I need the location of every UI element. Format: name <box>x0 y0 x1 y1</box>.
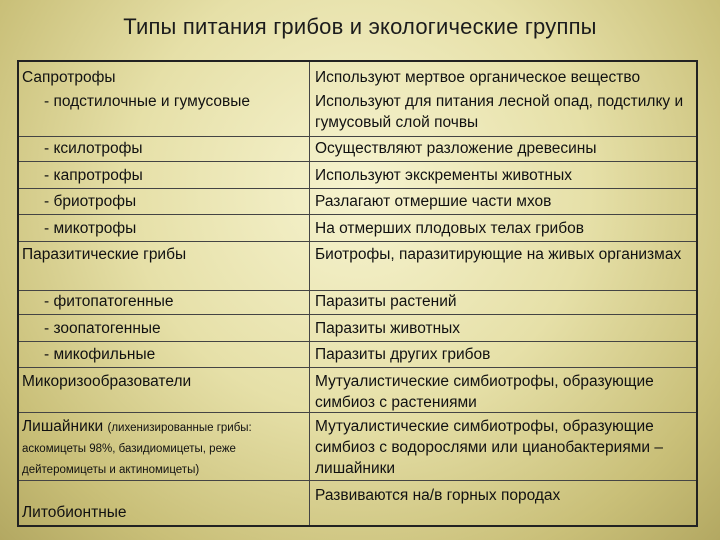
group-name: - бриотрофы <box>44 193 137 210</box>
group-name: Паразитические грибы <box>22 246 187 263</box>
group-description: Используют экскременты животных <box>315 167 572 184</box>
row-divider <box>19 314 696 315</box>
group-name: - микофильные <box>44 346 156 363</box>
group-name: Микоризообразователи <box>22 373 192 390</box>
page-title: Типы питания грибов и экологические группы <box>123 14 597 39</box>
group-description: Мутуалистические симбиотрофы, образующие симбиоз с водорослями или цианобактериями – лишайники <box>315 418 663 477</box>
group-description: Паразиты животных <box>315 320 461 337</box>
group-name: Лишайники <box>22 418 104 435</box>
group-description: Осуществляют разложение древесины <box>315 140 597 157</box>
group-description: Развиваются на/в горных породах <box>315 487 561 504</box>
group-description: Разлагают отмершие части мхов <box>315 193 552 210</box>
table-row <box>19 91 696 135</box>
table-row <box>19 191 696 213</box>
table-row <box>19 291 696 313</box>
group-name: Сапротрофы <box>22 69 116 86</box>
group-description: На отмерших плодовых телах грибов <box>315 220 584 237</box>
table-row <box>19 485 696 525</box>
row-divider <box>19 161 696 162</box>
group-name-block <box>22 416 306 479</box>
fungi-groups-table <box>17 60 698 527</box>
table-row <box>19 371 696 415</box>
group-name: - подстилочные и гумусовые <box>44 93 251 110</box>
group-description: Мутуалистические симбиотрофы, образующие симбиоз с растениями <box>315 373 654 411</box>
table-row <box>19 138 696 160</box>
group-description: Паразиты других грибов <box>315 346 491 363</box>
group-name: - зоопатогенные <box>44 320 161 337</box>
group-name: - ксилотрофы <box>44 140 143 157</box>
group-name: - фитопатогенные <box>44 293 174 310</box>
table-row <box>19 165 696 187</box>
row-divider <box>19 412 696 413</box>
table-row <box>19 318 696 340</box>
group-note: (лихенизированные грибы: аскомицеты 98%, базидиомицеты, реже дейтеромицеты и актиномицеты) <box>22 422 252 476</box>
group-name: - микотрофы <box>44 220 137 237</box>
table-row <box>19 67 696 89</box>
group-description: Биотрофы, паразитирующие на живых организмах <box>315 246 682 263</box>
row-divider <box>19 480 696 481</box>
row-divider <box>19 214 696 215</box>
group-description: Используют для питания лесной опад, подстилку и гумусовый слой почвы <box>315 93 684 131</box>
row-divider <box>19 188 696 189</box>
row-divider <box>19 241 696 242</box>
row-divider <box>19 136 696 137</box>
table-row <box>19 244 696 288</box>
group-description: Используют мертвое органическое вещество <box>315 69 641 86</box>
table-row <box>19 416 696 480</box>
row-divider <box>19 341 696 342</box>
group-name: Литобионтные <box>22 504 127 521</box>
row-divider <box>19 367 696 368</box>
group-description: Паразиты растений <box>315 293 457 310</box>
table-row <box>19 218 696 240</box>
group-name: - капротрофы <box>44 167 143 184</box>
table-row <box>19 344 696 366</box>
